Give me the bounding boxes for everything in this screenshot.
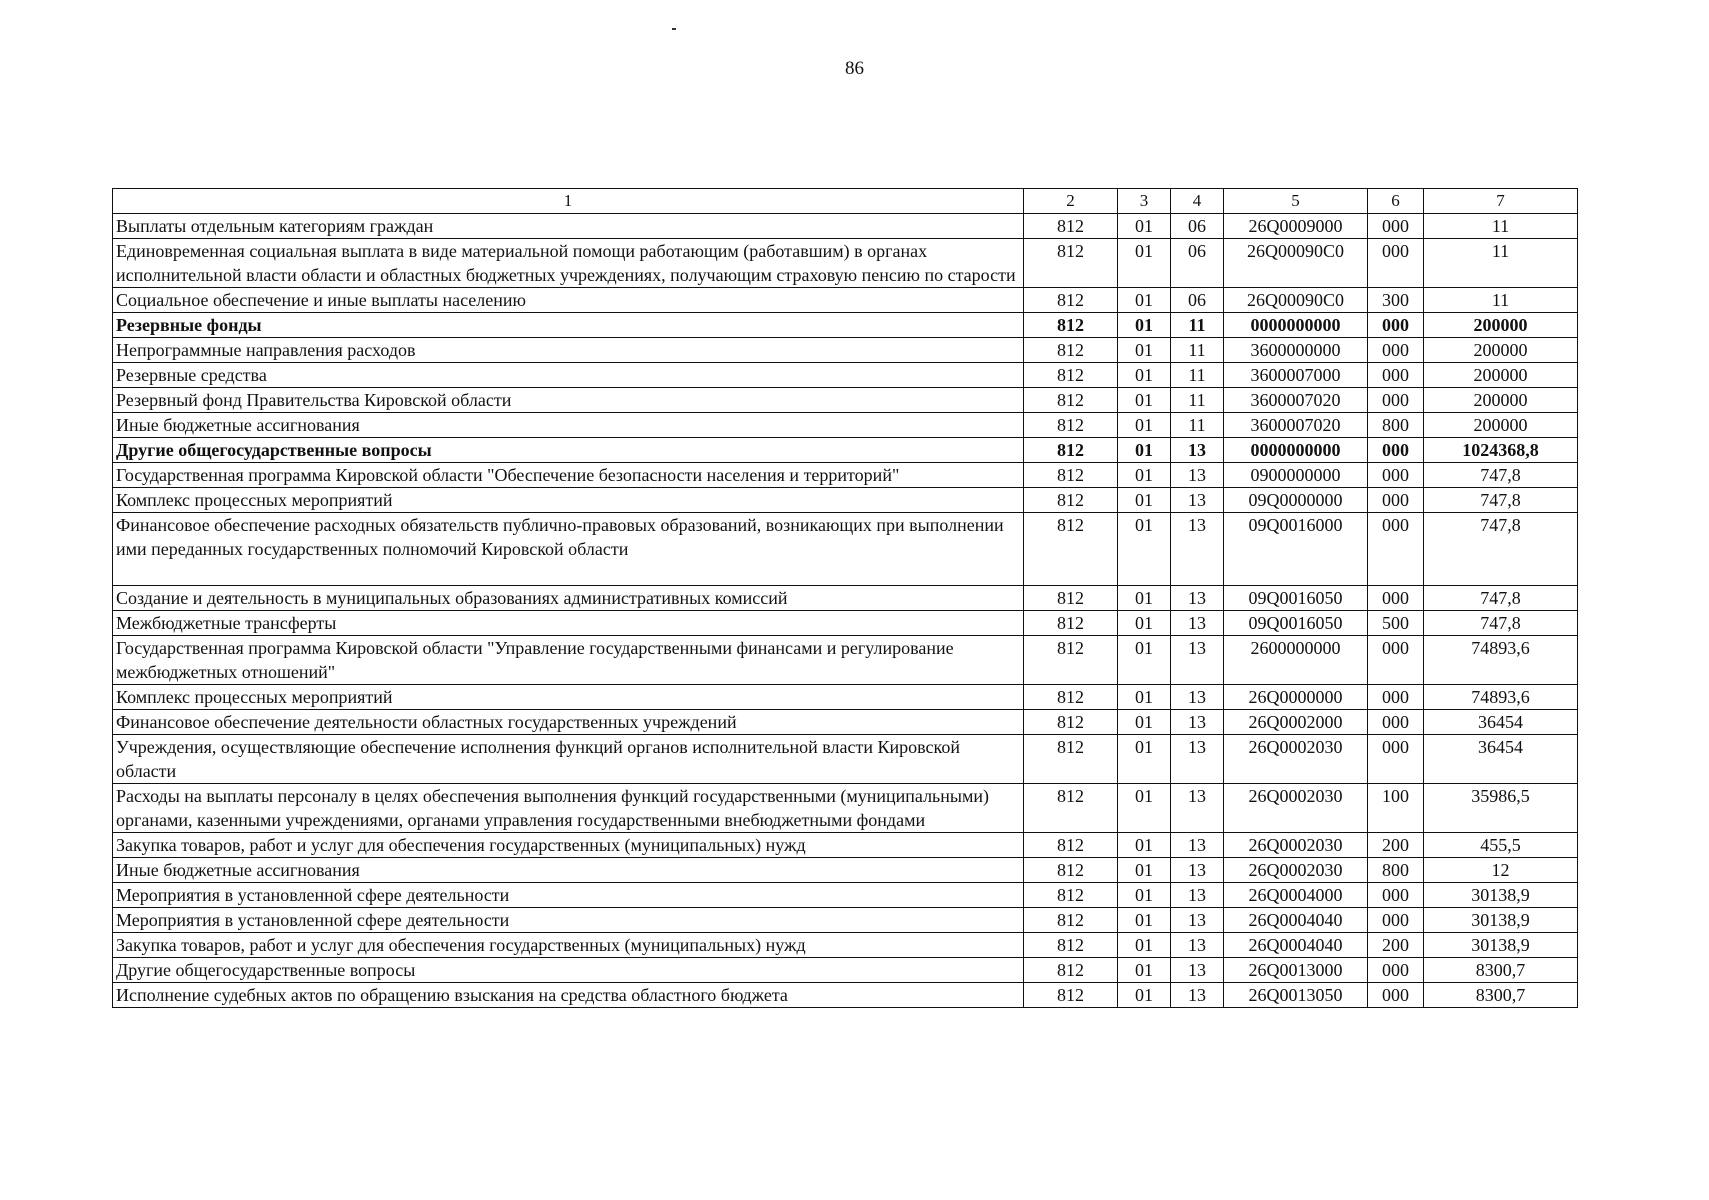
table-row [113,586,1578,611]
row-code4-cell: 13 [1171,735,1224,784]
row-code5-cell: 26Q00090C0 [1224,288,1368,313]
row-code5-cell: 26Q0004000 [1224,883,1368,908]
row-code4-cell: 06 [1171,214,1224,239]
row-code4-cell: 13 [1171,586,1224,611]
row-code4-cell: 13 [1171,833,1224,858]
row-amount-cell: 455,5 [1424,833,1578,858]
row-code5-cell: 3600000000 [1224,338,1368,363]
table-body [113,214,1578,1008]
row-name-cell: Мероприятия в установленной сфере деятельности [113,908,1024,933]
table-row [113,488,1578,513]
budget-table [112,188,1578,1008]
row-code3-cell: 01 [1118,958,1171,983]
row-name-cell: Другие общегосударственные вопросы [113,438,1024,463]
row-name-cell: Комплекс процессных мероприятий [113,685,1024,710]
row-code5-cell: 26Q0000000 [1224,685,1368,710]
row-code2-cell: 812 [1024,313,1118,338]
row-code6-cell: 100 [1368,784,1424,833]
row-code5-cell: 3600007020 [1224,413,1368,438]
row-code2-cell: 812 [1024,214,1118,239]
row-code3-cell: 01 [1118,338,1171,363]
row-code3-cell: 01 [1118,710,1171,735]
row-code5-cell: 0900000000 [1224,463,1368,488]
row-code2-cell: 812 [1024,858,1118,883]
row-code6-cell: 300 [1368,288,1424,313]
row-code5-cell: 3600007000 [1224,363,1368,388]
row-code6-cell: 800 [1368,413,1424,438]
row-code6-cell: 000 [1368,983,1424,1008]
row-code4-cell: 13 [1171,685,1224,710]
row-code4-cell: 13 [1171,513,1224,586]
row-code6-cell: 000 [1368,513,1424,586]
row-code2-cell: 812 [1024,463,1118,488]
row-amount-cell: 36454 [1424,710,1578,735]
row-amount-cell: 8300,7 [1424,958,1578,983]
row-code2-cell: 812 [1024,363,1118,388]
row-amount-cell: 200000 [1424,313,1578,338]
row-code2-cell: 812 [1024,958,1118,983]
row-code4-cell: 06 [1171,239,1224,288]
row-amount-cell: 11 [1424,239,1578,288]
row-code6-cell: 000 [1368,908,1424,933]
row-code6-cell: 000 [1368,463,1424,488]
row-name-cell: Иные бюджетные ассигнования [113,858,1024,883]
row-code3-cell: 01 [1118,858,1171,883]
row-code3-cell: 01 [1118,413,1171,438]
row-code2-cell: 812 [1024,833,1118,858]
row-code6-cell: 000 [1368,438,1424,463]
row-name-cell: Межбюджетные трансферты [113,611,1024,636]
row-name-cell: Создание и деятельность в муниципальных образованиях административных комиссий [113,586,1024,611]
row-name-cell: Расходы на выплаты персоналу в целях обеспечения выполнения функций государственными (муниципальными) органами, казенными учреждениями, органами управления государственными внебюджетными фондами [113,784,1024,833]
table-row [113,313,1578,338]
row-code4-cell: 13 [1171,784,1224,833]
row-name-cell: Учреждения, осуществляющие обеспечение исполнения функций органов исполнительной власти Кировской области [113,735,1024,784]
row-code3-cell: 01 [1118,214,1171,239]
table-row [113,636,1578,685]
row-code5-cell: 0000000000 [1224,438,1368,463]
row-code5-cell: 26Q0004040 [1224,908,1368,933]
row-code4-cell: 13 [1171,983,1224,1008]
row-amount-cell: 11 [1424,288,1578,313]
table-row [113,735,1578,784]
row-code3-cell: 01 [1118,288,1171,313]
row-code5-cell: 26Q0002030 [1224,735,1368,784]
table-row [113,685,1578,710]
table-row [113,983,1578,1008]
row-code3-cell: 01 [1118,908,1171,933]
column-header: 7 [1424,189,1578,214]
row-code2-cell: 812 [1024,883,1118,908]
page-number: 86 [845,58,864,79]
row-amount-cell: 747,8 [1424,611,1578,636]
row-amount-cell: 747,8 [1424,586,1578,611]
row-code6-cell: 000 [1368,214,1424,239]
row-code2-cell: 812 [1024,636,1118,685]
row-code4-cell: 11 [1171,388,1224,413]
row-code3-cell: 01 [1118,313,1171,338]
row-amount-cell: 1024368,8 [1424,438,1578,463]
row-code2-cell: 812 [1024,513,1118,586]
row-code5-cell: 2600000000 [1224,636,1368,685]
row-code2-cell: 812 [1024,685,1118,710]
row-amount-cell: 8300,7 [1424,983,1578,1008]
row-code3-cell: 01 [1118,363,1171,388]
row-code4-cell: 11 [1171,313,1224,338]
row-code6-cell: 000 [1368,388,1424,413]
row-amount-cell: 30138,9 [1424,883,1578,908]
row-code3-cell: 01 [1118,513,1171,586]
row-name-cell: Непрограммные направления расходов [113,338,1024,363]
row-code3-cell: 01 [1118,388,1171,413]
row-code4-cell: 13 [1171,933,1224,958]
row-amount-cell: 30138,9 [1424,933,1578,958]
row-name-cell: Комплекс процессных мероприятий [113,488,1024,513]
row-amount-cell: 11 [1424,214,1578,239]
row-code3-cell: 01 [1118,586,1171,611]
row-code2-cell: 812 [1024,784,1118,833]
table-row [113,363,1578,388]
column-header: 4 [1171,189,1224,214]
row-code3-cell: 01 [1118,784,1171,833]
column-header: 1 [113,189,1024,214]
row-code6-cell: 000 [1368,883,1424,908]
row-code5-cell: 26Q0002030 [1224,858,1368,883]
row-code3-cell: 01 [1118,883,1171,908]
row-code2-cell: 812 [1024,413,1118,438]
row-code4-cell: 13 [1171,611,1224,636]
row-code2-cell: 812 [1024,586,1118,611]
table-row [113,958,1578,983]
row-name-cell: Социальное обеспечение и иные выплаты населению [113,288,1024,313]
row-code5-cell: 09Q0016000 [1224,513,1368,586]
row-code3-cell: 01 [1118,833,1171,858]
row-code3-cell: 01 [1118,933,1171,958]
row-code4-cell: 11 [1171,363,1224,388]
row-code5-cell: 26Q0009000 [1224,214,1368,239]
row-code3-cell: 01 [1118,463,1171,488]
table-row [113,214,1578,239]
table-header-row [113,189,1578,214]
row-code6-cell: 800 [1368,858,1424,883]
table-row [113,933,1578,958]
table-row [113,463,1578,488]
row-code3-cell: 01 [1118,636,1171,685]
row-code3-cell: 01 [1118,611,1171,636]
table-row [113,710,1578,735]
table-row [113,388,1578,413]
row-code5-cell: 26Q0013050 [1224,983,1368,1008]
row-code6-cell: 000 [1368,239,1424,288]
row-code4-cell: 13 [1171,488,1224,513]
row-code5-cell: 09Q0016050 [1224,611,1368,636]
row-code2-cell: 812 [1024,239,1118,288]
row-code2-cell: 812 [1024,611,1118,636]
row-code4-cell: 13 [1171,858,1224,883]
row-code2-cell: 812 [1024,735,1118,784]
row-name-cell: Выплаты отдельным категориям граждан [113,214,1024,239]
table-row [113,784,1578,833]
row-code6-cell: 000 [1368,685,1424,710]
row-code2-cell: 812 [1024,388,1118,413]
row-name-cell: Государственная программа Кировской области "Обеспечение безопасности населения и территорий" [113,463,1024,488]
column-header: 6 [1368,189,1424,214]
row-code2-cell: 812 [1024,710,1118,735]
row-code6-cell: 200 [1368,933,1424,958]
row-code2-cell: 812 [1024,983,1118,1008]
row-code4-cell: 11 [1171,413,1224,438]
row-amount-cell: 30138,9 [1424,908,1578,933]
scan-mark [672,28,676,30]
table-row [113,908,1578,933]
row-name-cell: Другие общегосударственные вопросы [113,958,1024,983]
row-amount-cell: 35986,5 [1424,784,1578,833]
row-code4-cell: 13 [1171,636,1224,685]
row-amount-cell: 200000 [1424,363,1578,388]
row-code5-cell: 26Q0002030 [1224,833,1368,858]
row-code4-cell: 13 [1171,438,1224,463]
row-code2-cell: 812 [1024,908,1118,933]
row-code4-cell: 13 [1171,908,1224,933]
row-amount-cell: 200000 [1424,338,1578,363]
row-code6-cell: 000 [1368,958,1424,983]
table-row [113,833,1578,858]
row-name-cell: Финансовое обеспечение расходных обязательств публично-правовых образований, возникающих при выполнении ими переданных государственных полномочий Кировской области [113,513,1024,586]
row-code6-cell: 000 [1368,488,1424,513]
row-code4-cell: 13 [1171,958,1224,983]
row-code4-cell: 11 [1171,338,1224,363]
row-name-cell: Резервный фонд Правительства Кировской области [113,388,1024,413]
row-code5-cell: 26Q0002030 [1224,784,1368,833]
row-code2-cell: 812 [1024,438,1118,463]
row-code5-cell: 0000000000 [1224,313,1368,338]
row-code5-cell: 09Q0016050 [1224,586,1368,611]
row-code2-cell: 812 [1024,338,1118,363]
row-name-cell: Резервные средства [113,363,1024,388]
row-code6-cell: 000 [1368,313,1424,338]
row-code2-cell: 812 [1024,488,1118,513]
row-code3-cell: 01 [1118,685,1171,710]
row-code3-cell: 01 [1118,239,1171,288]
row-code5-cell: 09Q0000000 [1224,488,1368,513]
table-row [113,513,1578,586]
row-amount-cell: 747,8 [1424,463,1578,488]
row-code6-cell: 000 [1368,338,1424,363]
row-name-cell: Закупка товаров, работ и услуг для обеспечения государственных (муниципальных) нужд [113,933,1024,958]
table-row [113,438,1578,463]
row-amount-cell: 36454 [1424,735,1578,784]
row-code3-cell: 01 [1118,438,1171,463]
row-code4-cell: 13 [1171,883,1224,908]
row-code6-cell: 000 [1368,586,1424,611]
row-amount-cell: 74893,6 [1424,685,1578,710]
row-name-cell: Единовременная социальная выплата в виде материальной помощи работающим (работавшим) в органах исполнительной власти области и областных бюджетных учреждениях, получающим страховую пенсию по старости [113,239,1024,288]
row-code4-cell: 13 [1171,463,1224,488]
row-code6-cell: 500 [1368,611,1424,636]
column-header: 3 [1118,189,1171,214]
row-code6-cell: 000 [1368,735,1424,784]
row-code6-cell: 000 [1368,710,1424,735]
row-amount-cell: 74893,6 [1424,636,1578,685]
table-row [113,883,1578,908]
row-code5-cell: 26Q00090C0 [1224,239,1368,288]
row-code5-cell: 26Q0004040 [1224,933,1368,958]
row-name-cell: Финансовое обеспечение деятельности областных государственных учреждений [113,710,1024,735]
row-amount-cell: 747,8 [1424,513,1578,586]
row-code4-cell: 13 [1171,710,1224,735]
row-amount-cell: 200000 [1424,413,1578,438]
row-code3-cell: 01 [1118,983,1171,1008]
row-code6-cell: 000 [1368,636,1424,685]
row-code5-cell: 26Q0002000 [1224,710,1368,735]
row-name-cell: Государственная программа Кировской области "Управление государственными финансами и регулирование межбюджетных отношений" [113,636,1024,685]
row-name-cell: Мероприятия в установленной сфере деятельности [113,883,1024,908]
row-code4-cell: 06 [1171,288,1224,313]
row-code2-cell: 812 [1024,288,1118,313]
table-row [113,611,1578,636]
row-name-cell: Иные бюджетные ассигнования [113,413,1024,438]
table-row [113,858,1578,883]
row-code6-cell: 200 [1368,833,1424,858]
table-row [113,413,1578,438]
row-code6-cell: 000 [1368,363,1424,388]
row-name-cell: Исполнение судебных актов по обращению взыскания на средства областного бюджета [113,983,1024,1008]
row-name-cell: Закупка товаров, работ и услуг для обеспечения государственных (муниципальных) нужд [113,833,1024,858]
column-header: 5 [1224,189,1368,214]
row-code5-cell: 26Q0013000 [1224,958,1368,983]
row-name-cell: Резервные фонды [113,313,1024,338]
row-code2-cell: 812 [1024,933,1118,958]
row-amount-cell: 747,8 [1424,488,1578,513]
table-row [113,239,1578,288]
row-code5-cell: 3600007020 [1224,388,1368,413]
column-header: 2 [1024,189,1118,214]
table-row [113,338,1578,363]
row-amount-cell: 12 [1424,858,1578,883]
row-code3-cell: 01 [1118,735,1171,784]
table-row [113,288,1578,313]
row-amount-cell: 200000 [1424,388,1578,413]
row-code3-cell: 01 [1118,488,1171,513]
